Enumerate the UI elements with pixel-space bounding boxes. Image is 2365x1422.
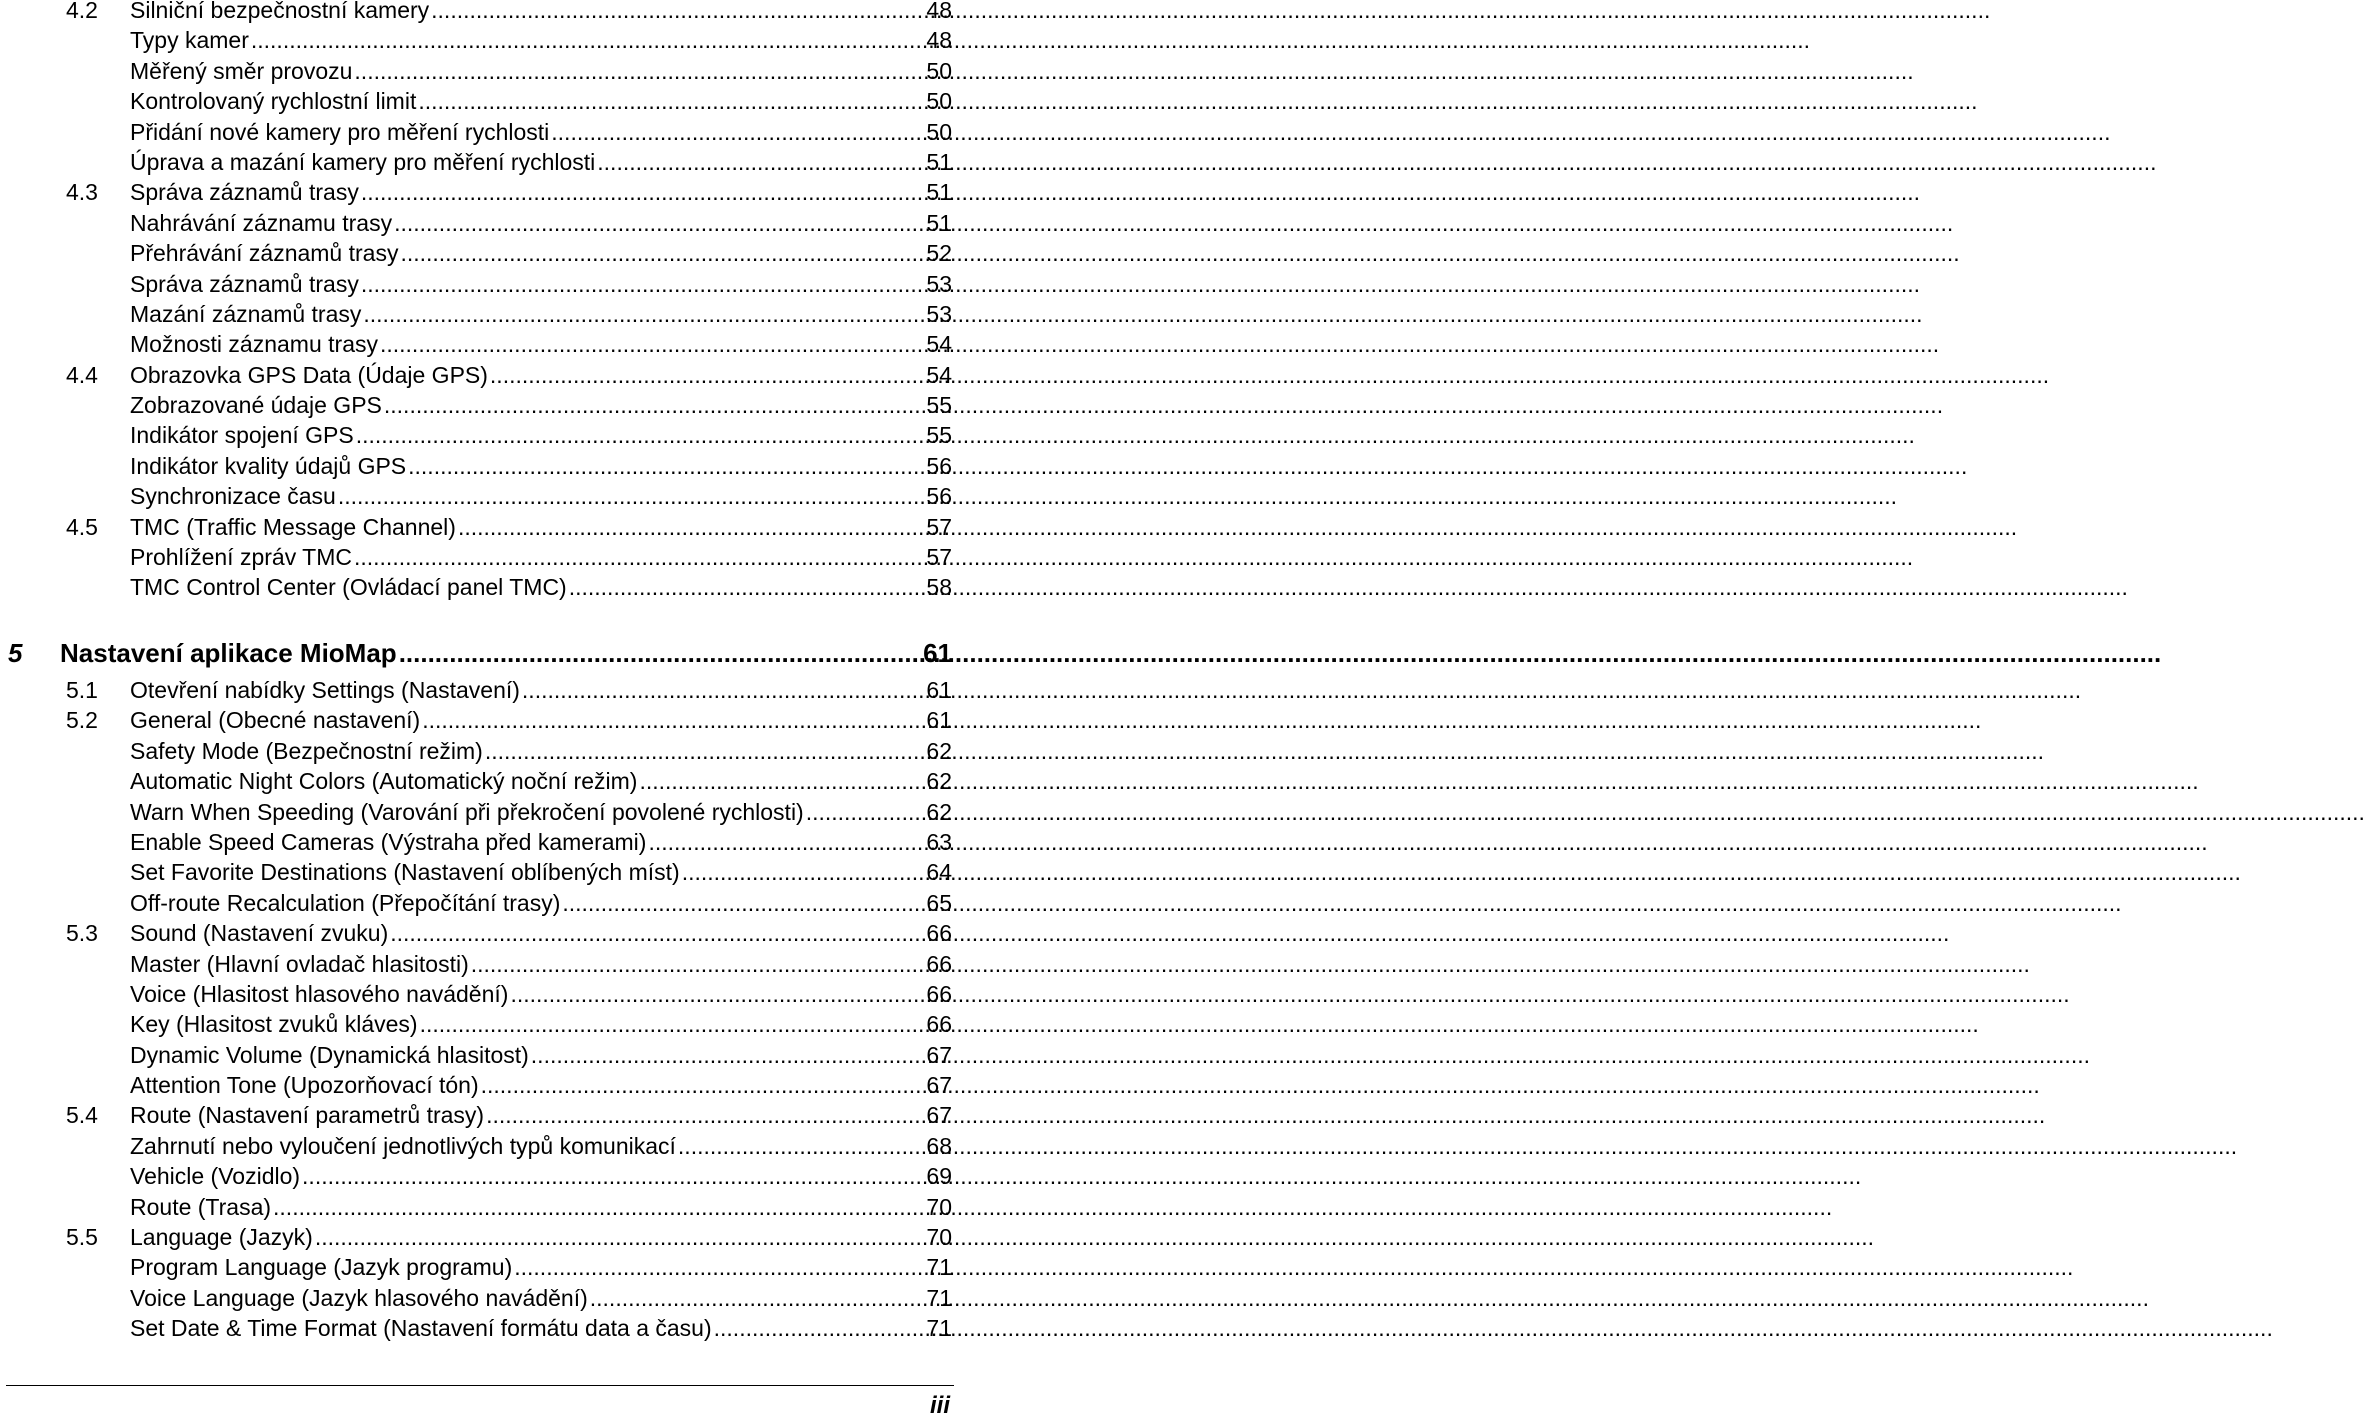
dot-leader: [485, 736, 923, 766]
toc-entry-page: 62: [926, 768, 952, 795]
toc-entry[interactable]: [0, 1192, 960, 1222]
chapter-entry: [60, 634, 952, 672]
toc-entry-line: [130, 208, 952, 238]
toc-entry-line: [130, 1009, 952, 1039]
toc-entry-label: Zobrazované údaje GPS: [130, 392, 382, 419]
toc-entry[interactable]: [0, 1161, 960, 1191]
toc-entry-page: 66: [926, 920, 952, 947]
toc-entry[interactable]: [0, 542, 960, 572]
toc-entry-label: TMC Control Center (Ovládací panel TMC): [130, 574, 567, 601]
toc-entry-number: 5.1: [66, 677, 98, 703]
toc-entry-page: 48: [926, 27, 952, 54]
toc-entry-line: [130, 512, 952, 542]
toc-entry-page: 66: [926, 980, 952, 1007]
toc-entry-label: Voice Language (Jazyk hlasového navádění): [130, 1284, 588, 1311]
toc-entry-page: 65: [926, 889, 952, 916]
toc-entry[interactable]: [0, 390, 960, 420]
toc-entry[interactable]: [0, 451, 960, 481]
toc-entry-label: Silniční bezpečnostní kamery: [130, 0, 430, 23]
dot-leader: [394, 208, 922, 238]
toc-entry-page: 50: [926, 57, 952, 84]
toc-entry[interactable]: [0, 147, 960, 177]
dot-leader: [714, 1313, 923, 1343]
toc-entry[interactable]: [0, 979, 960, 1009]
toc-entry-page: 54: [926, 361, 952, 388]
toc-entry-line: [130, 979, 952, 1009]
toc-entry-page: 58: [926, 574, 952, 601]
dot-leader: [390, 918, 922, 948]
toc-entry-page: 62: [926, 737, 952, 764]
toc-entry-page: 61: [926, 707, 952, 734]
toc-entry-label: Správa záznamů trasy: [130, 179, 359, 206]
toc-entry-line: [130, 25, 952, 55]
toc-entry-label: Warn When Speeding (Varování při překročení povolené rychlosti): [130, 798, 804, 825]
toc-entry[interactable]: [0, 269, 960, 299]
dot-leader: [522, 675, 922, 705]
toc-entry-line: [130, 1161, 952, 1191]
toc-entry-label: Mazání záznamů trasy: [130, 300, 362, 327]
toc-entry-label: Přehrávání záznamů trasy: [130, 240, 399, 267]
toc-entry-label: Enable Speed Cameras (Výstraha před kamerami): [130, 828, 647, 855]
toc-entry-page: 50: [926, 118, 952, 145]
chapter-page: 61: [923, 638, 952, 668]
dot-leader: [354, 56, 922, 86]
toc-entry-page: 50: [926, 88, 952, 115]
toc-entry-label: Master (Hlavní ovladač hlasitosti): [130, 950, 469, 977]
dot-leader: [400, 238, 922, 268]
toc-entry-page: 69: [926, 1163, 952, 1190]
dot-leader: [562, 888, 922, 918]
toc-entry-label: Prohlížení zpráv TMC: [130, 544, 352, 571]
toc-entry-label: Off-route Recalculation (Přepočítání trasy): [130, 889, 561, 916]
toc-entry-page: 57: [926, 513, 952, 540]
toc-entry[interactable]: [0, 675, 960, 705]
toc-entry[interactable]: [0, 481, 960, 511]
toc-entry[interactable]: [0, 1313, 960, 1343]
dot-leader: [356, 420, 923, 450]
toc-entry[interactable]: [0, 1070, 960, 1100]
toc-entry-page: 71: [926, 1315, 952, 1342]
toc-entry-line: [130, 888, 952, 918]
toc-entry-line: [130, 827, 952, 857]
toc-entry-line: [130, 918, 952, 948]
toc-entry[interactable]: [0, 1100, 960, 1130]
toc-entry-line: [130, 705, 952, 735]
toc-entry-line: [130, 390, 952, 420]
toc-entry-page: 52: [926, 240, 952, 267]
toc-entry-number: 4.4: [66, 361, 98, 388]
toc-entry-label: Sound (Nastavení zvuku): [130, 920, 389, 947]
toc-entry-number: 5.3: [66, 920, 98, 947]
toc-entry-label: Zahrnutí nebo vyloučení jednotlivých typů komunikací: [130, 1132, 676, 1159]
toc-entry-line: [130, 675, 952, 705]
chapter-heading[interactable]: [0, 634, 960, 672]
toc-entry-label: Vehicle (Vozidlo): [130, 1163, 301, 1190]
dot-leader: [471, 949, 923, 979]
toc-entry-page: 53: [926, 300, 952, 327]
dot-leader: [486, 1100, 922, 1130]
dot-leader: [678, 1131, 922, 1161]
toc-entry-page: 51: [926, 179, 952, 206]
toc-entry-label: TMC (Traffic Message Channel): [130, 513, 456, 540]
toc-entry-page: 71: [926, 1284, 952, 1311]
toc-entry[interactable]: [0, 238, 960, 268]
toc-entry-line: [130, 797, 952, 827]
toc-entry-line: [130, 238, 952, 268]
toc-entry-line: [130, 329, 952, 359]
dot-leader: [315, 1222, 923, 1252]
toc-entry-number: 4.2: [66, 0, 98, 23]
dot-leader: [569, 572, 923, 602]
toc-entry-page: 67: [926, 1041, 952, 1068]
toc-entry-page: 51: [926, 148, 952, 175]
toc-entry-line: [130, 481, 952, 511]
toc-entry-page: 64: [926, 859, 952, 886]
toc-entry-label: Safety Mode (Bezpečnostní režim): [130, 737, 483, 764]
toc-entry-label: Možnosti záznamu trasy: [130, 331, 378, 358]
dot-leader: [514, 1252, 922, 1282]
toc-entry-label: Language (Jazyk): [130, 1224, 313, 1251]
dot-leader: [418, 86, 922, 116]
toc-entry-line: [130, 269, 952, 299]
toc-entry[interactable]: [0, 918, 960, 948]
toc-entry[interactable]: [0, 1009, 960, 1039]
toc-list-bottom: [0, 675, 960, 1344]
toc-entry-label: Key (Hlasitost zvuků kláves): [130, 1011, 418, 1038]
toc-entry-line: [130, 451, 952, 481]
toc-entry-number: 4.3: [66, 179, 98, 206]
toc-entry-line: [130, 1040, 952, 1070]
toc-entry[interactable]: [0, 299, 960, 329]
toc-entry[interactable]: [0, 360, 960, 390]
toc-entry[interactable]: [0, 797, 960, 827]
toc-entry-page: 63: [926, 828, 952, 855]
footer-page-number: iii: [929, 1392, 950, 1419]
toc-entry[interactable]: [0, 56, 960, 86]
toc-entry-page: 67: [926, 1102, 952, 1129]
toc-entry-page: 51: [926, 209, 952, 236]
toc-entry-label: Indikátor kvality údajů GPS: [130, 452, 407, 479]
toc-entry-line: [130, 1100, 952, 1130]
toc-entry-page: 70: [926, 1193, 952, 1220]
toc-entry[interactable]: [0, 857, 960, 887]
toc-entry-line: [130, 736, 952, 766]
dot-leader: [338, 481, 923, 511]
toc-entry-page: 53: [926, 270, 952, 297]
toc-entry-line: [130, 56, 952, 86]
toc-entry[interactable]: [0, 208, 960, 238]
dot-leader: [531, 1040, 923, 1070]
toc-list-top: [0, 0, 960, 603]
toc-entry[interactable]: [0, 888, 960, 918]
dot-leader: [380, 329, 922, 359]
toc-entry[interactable]: [0, 827, 960, 857]
toc-entry-label: Přidání nové kamery pro měření rychlosti: [130, 118, 550, 145]
toc-entry[interactable]: [0, 766, 960, 796]
toc-entry-page: 55: [926, 422, 952, 449]
toc-entry[interactable]: [0, 512, 960, 542]
toc-entry-line: [130, 147, 952, 177]
toc-entry-line: [130, 1283, 952, 1313]
toc-entry[interactable]: [0, 736, 960, 766]
toc-entry-line: [130, 1192, 952, 1222]
dot-leader: [648, 827, 922, 857]
toc-entry-page: 54: [926, 331, 952, 358]
toc-entry-number: 5.2: [66, 707, 98, 734]
toc-entry[interactable]: [0, 25, 960, 55]
toc-entry-line: [130, 1252, 952, 1282]
dot-leader: [361, 177, 923, 207]
toc-entry-line: [130, 949, 952, 979]
toc-entry-label: Set Date & Time Format (Nastavení formátu data a času): [130, 1315, 712, 1342]
dot-leader: [458, 512, 922, 542]
toc-entry-label: Synchronizace času: [130, 483, 336, 510]
toc-entry-line: [130, 766, 952, 796]
toc-entry[interactable]: [0, 0, 960, 25]
toc-entry-label: Route (Trasa): [130, 1193, 272, 1220]
toc-entry-line: [130, 1313, 952, 1343]
toc-entry[interactable]: [0, 572, 960, 602]
toc-entry[interactable]: [0, 1222, 960, 1252]
dot-leader: [354, 542, 922, 572]
dot-leader: [273, 1192, 922, 1222]
toc-entry-page: 61: [926, 677, 952, 703]
toc-entry-label: Obrazovka GPS Data (Údaje GPS): [130, 361, 488, 388]
dot-leader: [422, 705, 922, 735]
dot-leader: [363, 299, 922, 329]
toc-entry-page: 48: [926, 0, 952, 23]
chapter-number: 5: [8, 638, 23, 668]
toc-entry-line: [130, 360, 952, 390]
dot-leader: [302, 1161, 922, 1191]
toc-entry[interactable]: [0, 177, 960, 207]
toc-entry[interactable]: [0, 1283, 960, 1313]
toc-entry-label: Správa záznamů trasy: [130, 270, 359, 297]
toc-entry-page: 66: [926, 1011, 952, 1038]
toc-entry-label: Set Favorite Destinations (Nastavení oblíbených míst): [130, 859, 680, 886]
dot-leader: [408, 451, 922, 481]
toc-entry-label: Indikátor spojení GPS: [130, 422, 354, 449]
toc-entry-line: [130, 0, 952, 25]
toc-entry-label: Automatic Night Colors (Automatický noční režim): [130, 768, 638, 795]
toc-entry-page: 66: [926, 950, 952, 977]
dot-leader: [806, 797, 923, 827]
toc-entry-label: Otevření nabídky Settings (Nastavení): [130, 677, 520, 703]
toc-entry[interactable]: [0, 86, 960, 116]
dot-leader: [384, 390, 923, 420]
toc-entry[interactable]: [0, 1131, 960, 1161]
toc-entry-number: 5.5: [66, 1224, 98, 1251]
toc-entry-number: 5.4: [66, 1102, 98, 1129]
chapter-title: Nastavení aplikace MioMap: [60, 638, 397, 668]
toc-entry-label: Kontrolovaný rychlostní limit: [130, 88, 417, 115]
toc-entry-line: [130, 1222, 952, 1252]
toc-entry-line: [130, 86, 952, 116]
toc-entry-line: [130, 177, 952, 207]
toc-entry-page: 62: [926, 798, 952, 825]
dot-leader: [682, 857, 923, 887]
toc-entry[interactable]: [0, 1040, 960, 1070]
dot-leader: [431, 0, 922, 25]
toc-entry-page: 56: [926, 452, 952, 479]
dot-leader: [639, 766, 922, 796]
toc-entry-page: 70: [926, 1224, 952, 1251]
toc-entry-label: Route (Nastavení parametrů trasy): [130, 1102, 485, 1129]
toc-entry-label: Měřený směr provozu: [130, 57, 353, 84]
toc-entry-page: 56: [926, 483, 952, 510]
toc-entry-line: [130, 117, 952, 147]
toc-entry[interactable]: [0, 1252, 960, 1282]
toc-entry-page: 55: [926, 392, 952, 419]
toc-entry-label: Dynamic Volume (Dynamická hlasitost): [130, 1041, 529, 1068]
dot-leader: [481, 1070, 923, 1100]
toc-entry-line: [130, 1131, 952, 1161]
toc-entry-line: [130, 542, 952, 572]
toc-entry[interactable]: [0, 705, 960, 735]
dot-leader: [399, 634, 923, 672]
toc-entry-page: 67: [926, 1072, 952, 1099]
toc-entry[interactable]: [0, 329, 960, 359]
toc-entry-label: Program Language (Jazyk programu): [130, 1254, 513, 1281]
dot-leader: [597, 147, 922, 177]
toc-entry-label: Úprava a mazání kamery pro měření rychlosti: [130, 148, 596, 175]
toc-entry-label: Nahrávání záznamu trasy: [130, 209, 393, 236]
toc-entry-page: 68: [926, 1132, 952, 1159]
toc-entry-line: [130, 420, 952, 450]
dot-leader: [590, 1283, 923, 1313]
toc-entry-line: [130, 857, 952, 887]
toc-entry-label: Voice (Hlasitost hlasového navádění): [130, 980, 509, 1007]
dot-leader: [420, 1009, 923, 1039]
toc-entry-label: General (Obecné nastavení): [130, 707, 421, 734]
toc-entry-number: 4.5: [66, 513, 98, 540]
toc-entry-line: [130, 572, 952, 602]
toc-entry[interactable]: [0, 420, 960, 450]
toc-entry[interactable]: [0, 949, 960, 979]
dot-leader: [361, 269, 923, 299]
dot-leader: [510, 979, 922, 1009]
toc-entry-label: Typy kamer: [130, 27, 249, 54]
footer-rule: [6, 1385, 954, 1386]
toc-entry-line: [130, 1070, 952, 1100]
toc-entry-line: [130, 299, 952, 329]
dot-leader: [251, 25, 923, 55]
toc-entry-page: 57: [926, 544, 952, 571]
dot-leader: [490, 360, 922, 390]
toc-entry-page: 71: [926, 1254, 952, 1281]
toc-entry[interactable]: [0, 117, 960, 147]
dot-leader: [551, 117, 922, 147]
toc-entry-label: Attention Tone (Upozorňovací tón): [130, 1072, 479, 1099]
